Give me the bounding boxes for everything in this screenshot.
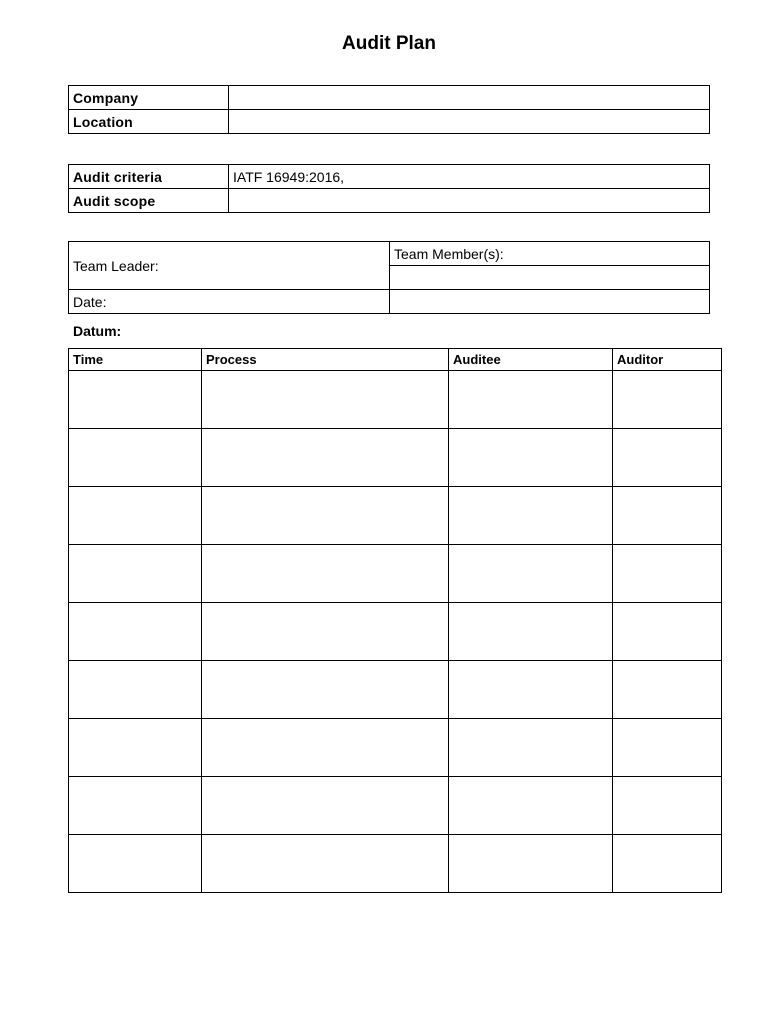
auditor-column-header: Auditor (613, 349, 722, 371)
process-cell[interactable] (202, 835, 449, 893)
process-column-header: Process (202, 349, 449, 371)
time-cell[interactable] (69, 371, 202, 429)
auditor-cell[interactable] (613, 603, 722, 661)
table-row (69, 835, 722, 893)
audit-criteria-field[interactable]: IATF 16949:2016, (229, 165, 710, 189)
scope-row (69, 189, 710, 213)
team-members-label: Team Member(s): (394, 245, 504, 262)
schedule-body (69, 371, 722, 893)
auditee-column-header: Auditee (449, 349, 613, 371)
auditor-cell[interactable] (613, 487, 722, 545)
auditee-cell[interactable] (449, 661, 613, 719)
table-row (69, 603, 722, 661)
time-cell[interactable] (69, 545, 202, 603)
table-row (69, 371, 722, 429)
process-cell[interactable] (202, 545, 449, 603)
datum-label: Datum: (73, 323, 122, 339)
date-label: Date: (73, 293, 107, 310)
company-field[interactable] (229, 86, 710, 110)
auditor-cell[interactable] (613, 777, 722, 835)
schedule-header-row (69, 349, 722, 371)
team-table (68, 241, 710, 314)
time-cell[interactable] (69, 487, 202, 545)
auditee-cell[interactable] (449, 545, 613, 603)
process-cell[interactable] (202, 603, 449, 661)
process-cell[interactable] (202, 487, 449, 545)
process-cell[interactable] (202, 777, 449, 835)
process-cell[interactable] (202, 429, 449, 487)
auditor-cell[interactable] (613, 719, 722, 777)
team-leader-field[interactable] (69, 242, 390, 290)
criteria-table (68, 164, 710, 213)
criteria-row (69, 165, 710, 189)
date-field[interactable] (69, 290, 390, 314)
process-cell[interactable] (202, 371, 449, 429)
auditee-cell[interactable] (449, 371, 613, 429)
auditee-cell[interactable] (449, 719, 613, 777)
date-right-field[interactable] (390, 290, 710, 314)
company-table (68, 85, 710, 134)
time-cell[interactable] (69, 603, 202, 661)
auditee-cell[interactable] (449, 835, 613, 893)
date-row (69, 290, 710, 314)
process-cell[interactable] (202, 719, 449, 777)
auditee-cell[interactable] (449, 777, 613, 835)
time-column-header: Time (69, 349, 202, 371)
time-cell[interactable] (69, 661, 202, 719)
team-row (69, 242, 710, 266)
location-row (69, 110, 710, 134)
auditor-cell[interactable] (613, 545, 722, 603)
auditor-cell[interactable] (613, 661, 722, 719)
location-label: Location (69, 110, 229, 134)
audit-criteria-label: Audit criteria (69, 165, 229, 189)
auditor-cell[interactable] (613, 371, 722, 429)
team-members-label-cell (390, 242, 710, 266)
process-cell[interactable] (202, 661, 449, 719)
company-row (69, 86, 710, 110)
page-title: Audit Plan (342, 33, 436, 54)
table-row (69, 777, 722, 835)
table-row (69, 487, 722, 545)
location-field[interactable] (229, 110, 710, 134)
team-members-field[interactable] (390, 266, 710, 290)
table-row (69, 661, 722, 719)
table-row (69, 719, 722, 777)
auditor-cell[interactable] (613, 429, 722, 487)
auditee-cell[interactable] (449, 603, 613, 661)
time-cell[interactable] (69, 719, 202, 777)
time-cell[interactable] (69, 777, 202, 835)
table-row (69, 545, 722, 603)
auditor-cell[interactable] (613, 835, 722, 893)
schedule-table (68, 348, 722, 893)
company-label: Company (69, 86, 229, 110)
time-cell[interactable] (69, 429, 202, 487)
time-cell[interactable] (69, 835, 202, 893)
team-leader-label: Team Leader: (73, 257, 159, 274)
auditee-cell[interactable] (449, 487, 613, 545)
audit-scope-field[interactable] (229, 189, 710, 213)
audit-scope-label: Audit scope (69, 189, 229, 213)
auditee-cell[interactable] (449, 429, 613, 487)
table-row (69, 429, 722, 487)
